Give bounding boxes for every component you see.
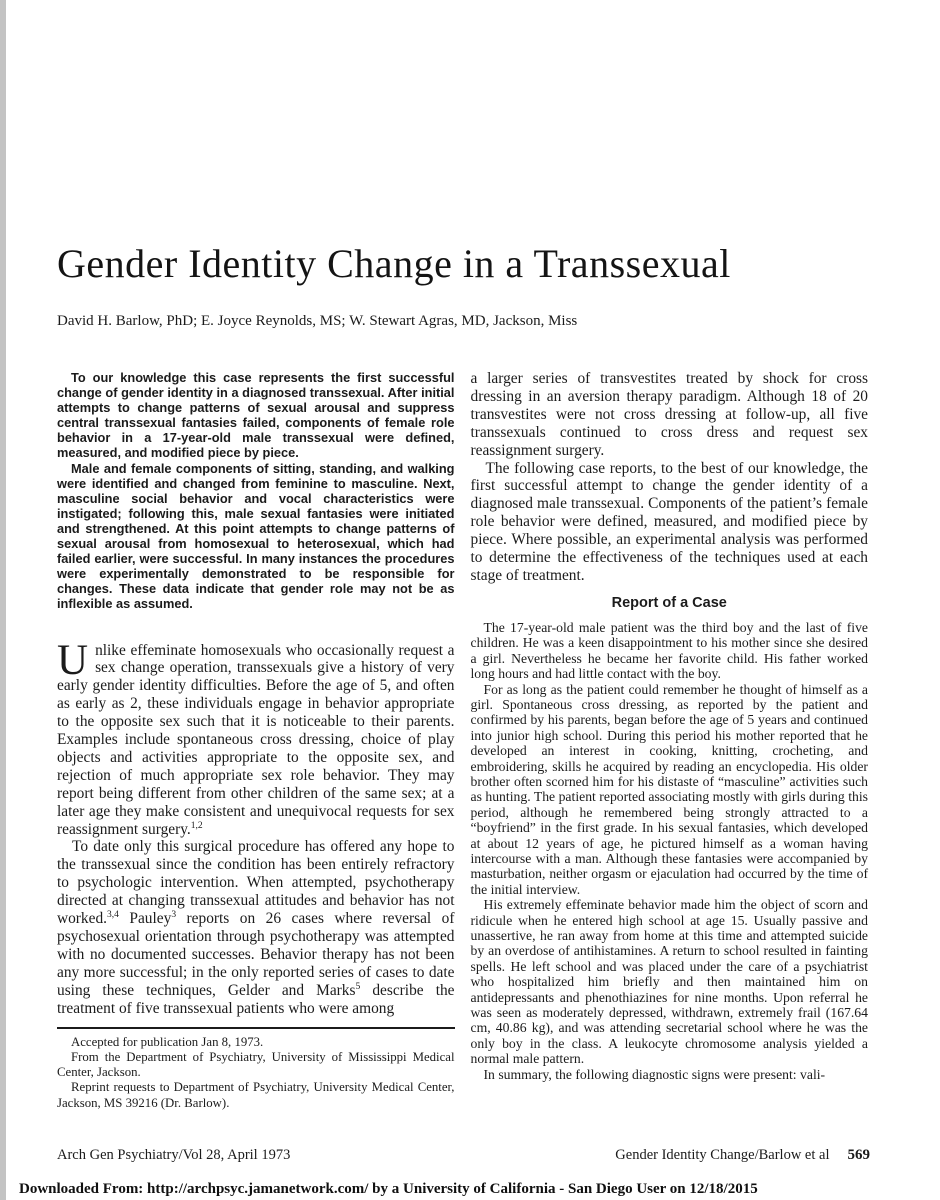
intro-paragraph-2: [57, 838, 455, 1017]
case-paragraph-4: In summary, the following diagnostic signs were present: vali-: [483, 1066, 826, 1082]
abstract-paragraph-1: To our knowledge this case represents the first successful change of gender identity in a diagnosed transsexual. After initial attempts to change patterns of sexual arousal and suppress central transsexual fantasies failed, components of female role behavior in a 17-year-old male transsexual were defined, measured, and modified piece by piece.: [57, 370, 455, 461]
page-footer: [57, 1147, 870, 1164]
right-column: [471, 370, 869, 1111]
abstract: [57, 370, 455, 612]
two-column-body: [57, 370, 868, 1111]
page-number: 569: [847, 1147, 870, 1163]
author-line: David H. Barlow, PhD; E. Joyce Reynolds, MS; W. Stewart Agras, MD, Jackson, Miss: [57, 313, 578, 329]
footnote-reprints: Reprint requests to Department of Psychiatry, University Medical Center, Jackson, MS 39216 (Dr. Barlow).: [57, 1080, 455, 1110]
paragraph-segment: reports on 26 cases where reversal of psychosexual orientation through psychotherapy was attempted with no documented successes. Behavior therapy has not been any more successful; in the only reported series of cases to date using these techniques, Gelder and Marks: [57, 910, 455, 999]
footnote-accepted: Accepted for publication Jan 8, 1973.: [71, 1034, 264, 1049]
paragraph-segment: describe the treatment of five transsexual patients who were among: [57, 981, 455, 1017]
footnote-affiliation: From the Department of Psychiatry, University of Mississippi Medical Center, Jackson.: [57, 1049, 455, 1080]
paragraph-segment: Pauley: [118, 910, 172, 928]
download-provenance-banner: Downloaded From: http://archpsyc.jamanetwork.com/ by a University of California - San Diego User on 12/18/2015: [19, 1181, 758, 1197]
drop-cap: U: [57, 636, 89, 684]
citation-ref: 3: [171, 908, 177, 920]
intro-paragraph-text: nlike effeminate homosexuals who occasionally request a sex change operation, transsexuals give a history of very early gender identity difficulties. Before the age of 5, and often as early as 2, these individuals engage in behavior appropriate to the opposite sex such that it is noticeable to their parents. Examples include spontaneous cross dressing, choice of play objects and activities appropriate to the opposite sex, and rejection of much appropriate sex role behavior. They may report being different from other children of the same sex; at a later age they make consistent and unequivocal requests for sex reassignment surgery.: [57, 641, 455, 838]
case-paragraph-3: His extremely effeminate behavior made him the object of scorn and ridicule when he entered high school at age 15. Usually passive and unassertive, he ran away from home at this time and attempted suicide by an overdose of antihistamines. A return to school resulted in fainting spells. He left school and was placed under the care of a psychiatrist who hospitalized him briefly and then maintained him on antidepressants and phenothiazines for nine months. Upon referral he was seen as moderately depressed, withdrawn, extremely frail (167.64 cm, 40.86 kg), and was attending secretarial school where he was the only boy in the class. A leukocyte chromosome analysis yielded a normal male pattern.: [470, 897, 868, 1067]
footer-right: [615, 1147, 870, 1164]
journal-citation: Arch Gen Psychiatry/Vol 28, April 1973: [57, 1147, 291, 1163]
footnotes: [57, 1035, 455, 1111]
scan-edge-artifact: [0, 0, 6, 1200]
left-column: [57, 370, 455, 1111]
running-title: Gender Identity Change/Barlow et al: [615, 1147, 830, 1163]
citation-ref: 1,2: [190, 819, 203, 831]
introduction-continued: [471, 370, 869, 585]
case-paragraph-1: The 17-year-old male patient was the third boy and the last of five children. He was a keen disappointment to his mother since she desired a girl. Nevertheless he became her favorite child. His father worked long hours and had little contact with the boy.: [470, 619, 868, 682]
case-paragraph-2: For as long as the patient could remember he thought of himself as a girl. Spontaneous cross dressing, as reported by the patient and confirmed by his parents, began before the age of 5 years and continued into junior high school. During this period his mother reported that he developed an interest in cooking, knitting, crocheting, and embroidering, skills he acquired by reading an encyclopedia. His older brother often scorned him for his distaste of “masculine” activities such as hunting. The patient reported associating mostly with girls during this period, although he remembered being strongly attracted to a “boyfriend” in the first grade. In his sexual fantasies, which developed at about 12 years of age, he pictured himself as a woman having intercourse with a man. Although these fantasies were accompanied by masturbation, neither orgasm or ejaculation had occurred by the time of the initial interview.: [470, 681, 868, 897]
section-heading-report-of-a-case: Report of a Case: [611, 594, 727, 611]
continued-paragraph: a larger series of transvestites treated by shock for cross dressing in an aversion therapy paradigm. Although 18 of 20 transvestites were not cross dressing at follow-up, all five transsexuals continued to cross dress and request sex reassignment surgery.: [470, 370, 868, 459]
abstract-paragraph-2: Male and female components of sitting, standing, and walking were identified and changed from feminine to masculine. Next, masculine social behavior and vocal characteristics were instigated; following this, male sexual fantasies were initiated and strengthened. At this point attempts to change patterns of sexual arousal from homosexual to heterosexual, which had failed earlier, were successful. In many instances the procedures were experimentally demonstrated to be responsible for changes. These data indicate that gender role may not be as inflexible as assumed.: [57, 460, 455, 612]
masthead: [57, 242, 868, 330]
overview-paragraph: The following case reports, to the best of our knowledge, the first successful attempt to change the gender identity of a diagnosed male transsexual. Components of the patient’s female role behavior were defined, measured, and modified piece by piece. Where possible, an experimental analysis was performed to determine the effectiveness of the techniques used at each stage of treatment.: [470, 459, 868, 584]
paragraph-segment: To date only this surgical procedure has offered any hope to the transsexual since the condition has been entirely refractory to psychologic intervention. When attempted, psychotherapy directed at changing transsexual attitudes and behavior has not worked.: [57, 838, 455, 928]
footnote-divider: [57, 1027, 455, 1029]
citation-ref: 5: [355, 980, 361, 992]
case-report-text: [471, 620, 869, 1082]
intro-paragraph: [57, 636, 455, 839]
page-title: Gender Identity Change in a Transsexual: [57, 241, 731, 286]
introduction-text: [57, 636, 455, 1018]
citation-ref: 3,4: [107, 908, 119, 920]
